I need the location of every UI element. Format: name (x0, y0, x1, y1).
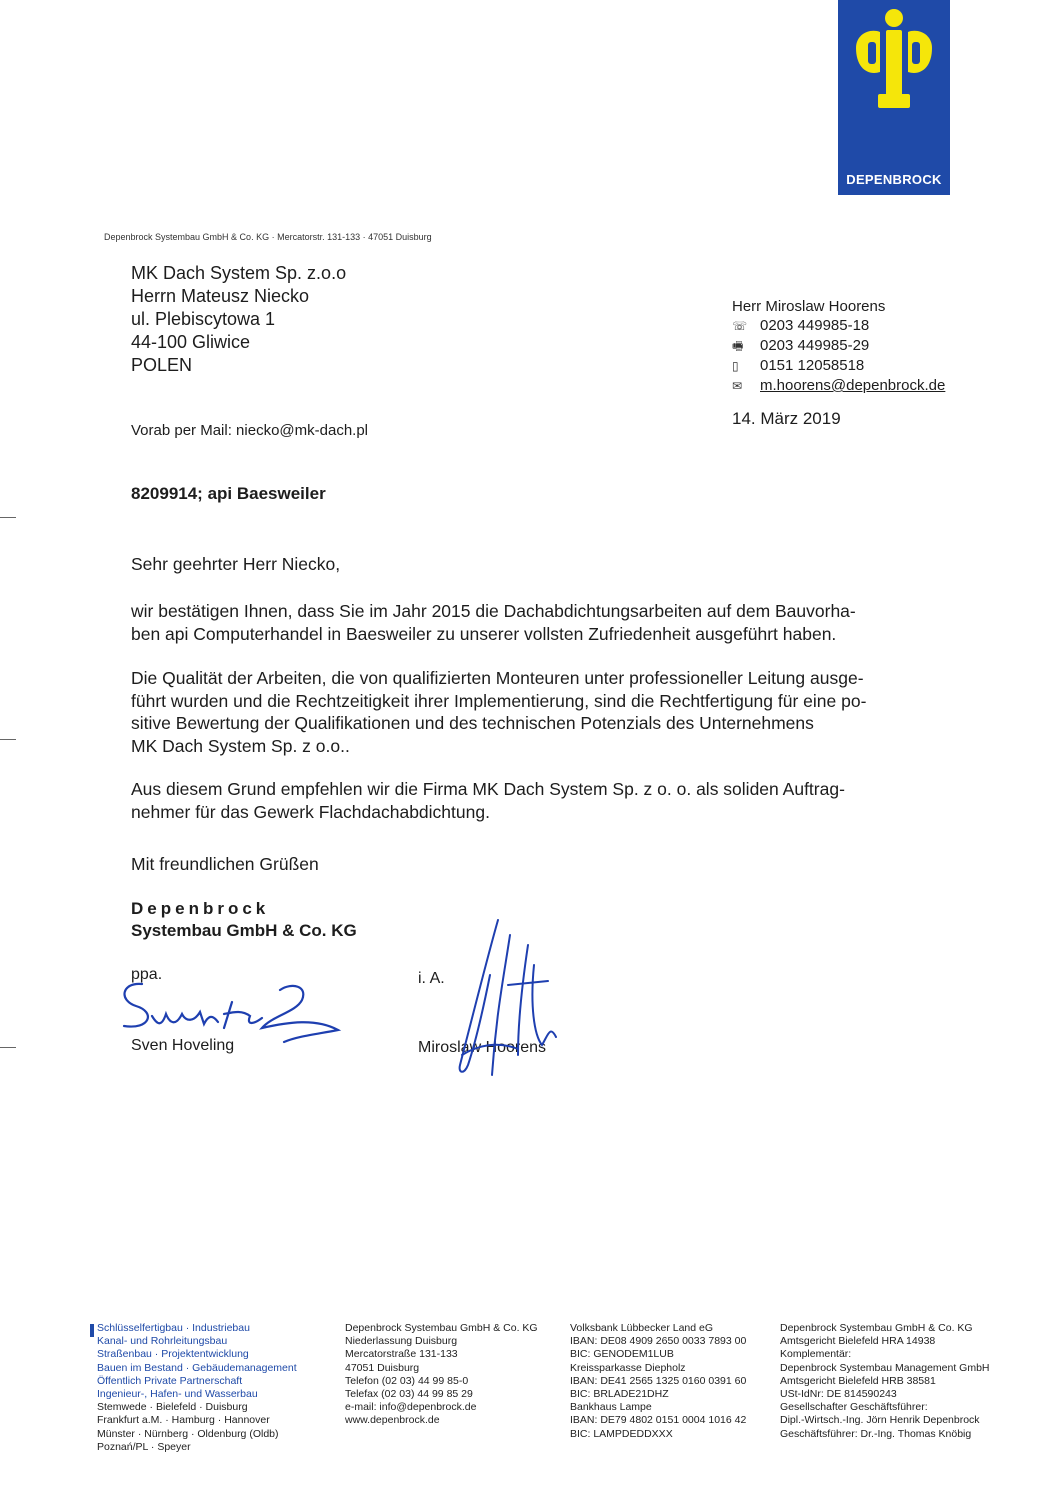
contact-phone: 0203 449985-18 (760, 317, 870, 334)
paragraph-3 (131, 778, 961, 823)
phone-icon: ☏ (732, 319, 748, 333)
paragraph-line: führt wurden und die Rechtzeitigkeit ihrer Implementierung, sind die Rechtfertigung für eine po- (131, 690, 867, 711)
contact-fax: 0203 449985-29 (760, 337, 870, 354)
footer-line: Straßenbau · Projektentwicklung (97, 1348, 249, 1361)
contact-email-link[interactable]: m.hoorens@depenbrock.de (760, 377, 946, 394)
signature-miroslaw-hoorens (438, 915, 588, 1085)
sender-return-address: Depenbrock Systembau GmbH & Co. KG · Mercatorstr. 131-133 · 47051 Duisburg (104, 232, 432, 242)
footer-brand-bar (90, 1324, 94, 1337)
logo-wordmark: DEPENBROCK (846, 172, 942, 187)
footer-line: Kreissparkasse Diepholz (570, 1361, 686, 1374)
footer-line: BIC: LAMPDEDDXXX (570, 1427, 673, 1440)
footer-banking (570, 1322, 746, 1441)
fold-mark (0, 1047, 16, 1048)
footer-line: Telefax (02 03) 44 99 85 29 (345, 1388, 473, 1401)
footer-services (97, 1322, 297, 1454)
letter-date: 14. März 2019 (732, 409, 841, 428)
signatory2-prefix: i. A. (418, 970, 445, 987)
recipient-city: 44-100 Gliwice (131, 332, 251, 352)
footer-line: BIC: BRLADE21DHZ (570, 1388, 669, 1401)
footer-line: Amtsgericht Bielefeld HRB 38581 (780, 1374, 936, 1387)
company-name-line2: Systembau GmbH & Co. KG (131, 921, 357, 940)
company-logo (838, 0, 950, 195)
letter-subject: 8209914; api Baesweiler (131, 484, 326, 503)
paragraph-line: Die Qualität der Arbeiten, die von qualifizierten Monteuren unter professioneller Leitung ausge- (131, 668, 864, 688)
paragraph-line: ben api Computerhandel in Baesweiler zu unserer vollsten Zufriedenheit ausgeführt haben. (131, 623, 837, 644)
company-name-line1: Depenbrock (131, 899, 270, 918)
paragraph-2 (131, 667, 961, 757)
salutation: Sehr geehrter Herr Niecko, (131, 554, 341, 574)
paragraph-1 (131, 600, 961, 645)
recipient-person: Herrn Mateusz Niecko (131, 286, 310, 306)
footer-registry (780, 1322, 990, 1441)
footer-line: Amtsgericht Bielefeld HRA 14938 (780, 1335, 936, 1348)
signatory1-name: Sven Hoveling (131, 1037, 235, 1054)
recipient-country: POLEN (131, 355, 193, 375)
signatory2-name: Miroslaw Hoorens (418, 1039, 547, 1056)
footer-line: BIC: GENODEM1LUB (570, 1348, 674, 1361)
paragraph-line: sitive Bewertung der Qualifikationen und des technischen Potenzials des Unternehmens (131, 713, 814, 733)
contact-mobile: 0151 12058518 (760, 357, 865, 374)
footer-line: Ingenieur-, Hafen- und Wasserbau (97, 1388, 258, 1401)
footer-line: Münster · Nürnberg · Oldenburg (Oldb) (97, 1427, 279, 1440)
mail-icon: ✉ (732, 379, 743, 393)
mobile-icon: ▯ (732, 359, 739, 373)
punch-mark (0, 739, 16, 740)
footer-line: www.depenbrock.de (345, 1414, 440, 1427)
footer-line: Depenbrock Systembau GmbH & Co. KG (345, 1322, 538, 1334)
footer-line: IBAN: DE79 4802 0151 0004 1016 42 (570, 1414, 747, 1427)
footer-line: Kanal- und Rohrleitungsbau (97, 1335, 228, 1348)
paragraph-line: wir bestätigen Ihnen, dass Sie im Jahr 2015 die Dachabdichtungsarbeiten auf dem Bauvorha- (131, 601, 856, 621)
depenbrock-symbol-icon (850, 8, 938, 118)
closing-phrase: Mit freundlichen Grüßen (131, 854, 319, 874)
footer-line: Depenbrock Systembau Management GmbH (780, 1361, 990, 1374)
footer-line: Bankhaus Lampe (570, 1401, 652, 1414)
footer-line: Dipl.-Wirtsch.-Ing. Jörn Henrik Depenbrock (780, 1414, 980, 1427)
footer-address (345, 1322, 538, 1428)
footer-line: Niederlassung Duisburg (345, 1335, 458, 1348)
footer-line: Volksbank Lübbecker Land eG (570, 1322, 714, 1334)
footer-line: USt-IdNr: DE 814590243 (780, 1388, 897, 1401)
footer-line: Depenbrock Systembau GmbH & Co. KG (780, 1322, 973, 1334)
fold-mark (0, 517, 16, 518)
footer-line: e-mail: info@depenbrock.de (345, 1401, 477, 1414)
contact-name: Herr Miroslaw Hoorens (732, 298, 886, 315)
fax-icon: 🖷 (732, 339, 744, 353)
signature-sven-hoveling (112, 972, 352, 1052)
footer-line: Öffentlich Private Partnerschaft (97, 1374, 243, 1387)
recipient-address (131, 262, 346, 377)
paragraph-line: MK Dach System Sp. z o.o.. (131, 735, 350, 756)
footer-line: Komplementär: (780, 1348, 852, 1361)
footer-line: Geschäftsführer: Dr.-Ing. Thomas Knöbig (780, 1427, 972, 1440)
footer-line: Schlüsselfertigbau · Industriebau (97, 1322, 250, 1334)
footer-line: Poznań/PL · Speyer (97, 1440, 191, 1453)
paragraph-line: Aus diesem Grund empfehlen wir die Firma MK Dach System Sp. z o. o. als soliden Auftrag- (131, 779, 845, 799)
contact-block (732, 297, 945, 396)
footer-line: Telefon (02 03) 44 99 85-0 (345, 1374, 469, 1387)
footer-line: IBAN: DE08 4909 2650 0033 7893 00 (570, 1335, 747, 1348)
footer-line: IBAN: DE41 2565 1325 0160 0391 60 (570, 1374, 747, 1387)
footer-line: 47051 Duisburg (345, 1361, 420, 1374)
footer-line: Stemwede · Bielefeld · Duisburg (97, 1401, 248, 1414)
recipient-company: MK Dach System Sp. z.o.o (131, 263, 347, 283)
advance-mail-note: Vorab per Mail: niecko@mk-dach.pl (131, 422, 368, 439)
footer-line: Frankfurt a.M. · Hamburg · Hannover (97, 1414, 270, 1427)
signatory1-prefix: ppa. (131, 966, 163, 983)
recipient-street: ul. Plebiscytowa 1 (131, 309, 276, 329)
footer-line: Mercatorstraße 131-133 (345, 1348, 458, 1361)
paragraph-line: nehmer für das Gewerk Flachdachabdichtung. (131, 801, 490, 822)
footer-line: Bauen im Bestand · Gebäudemanagement (97, 1361, 297, 1374)
footer-line: Gesellschafter Geschäftsführer: (780, 1401, 928, 1414)
